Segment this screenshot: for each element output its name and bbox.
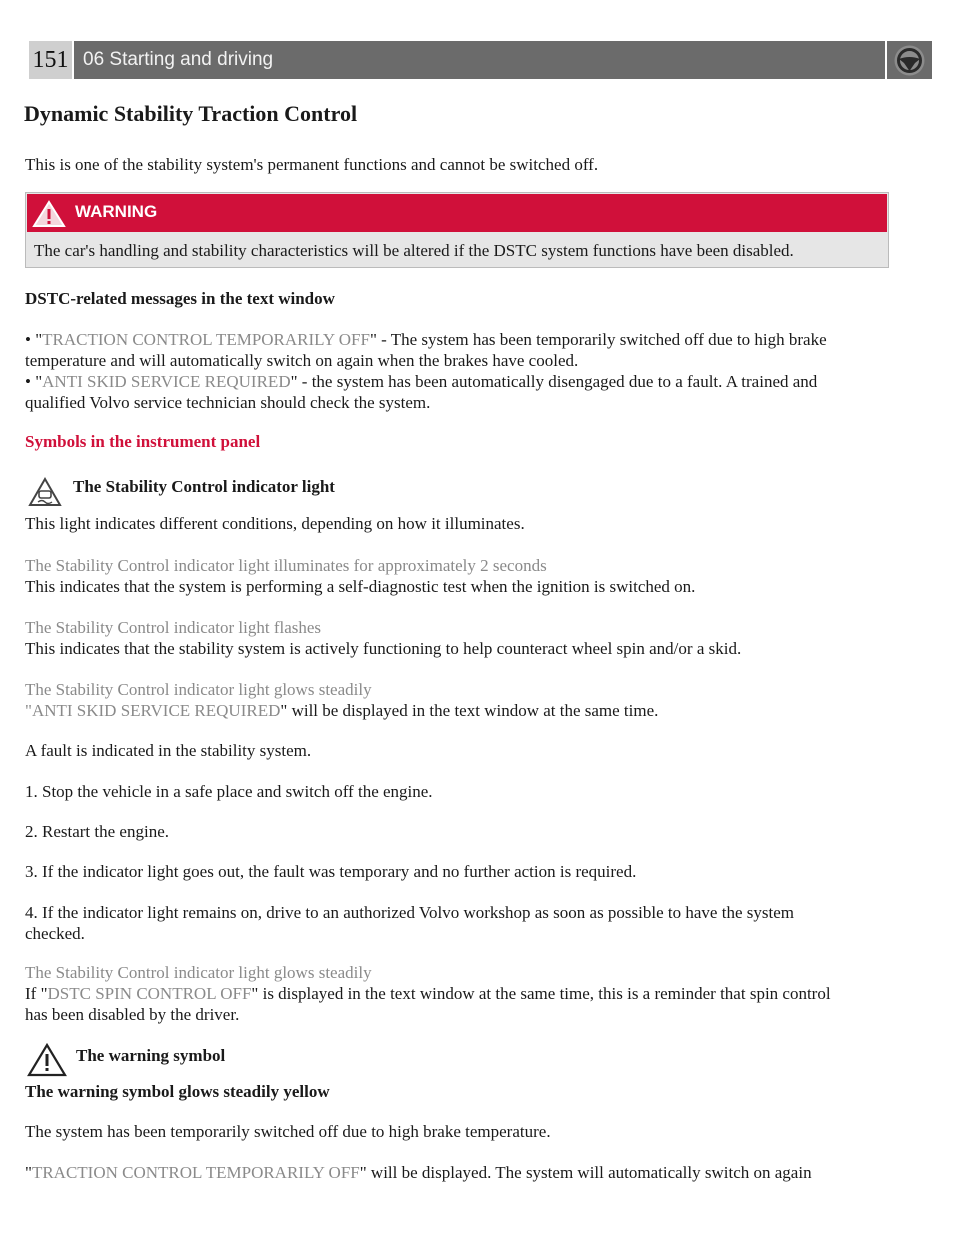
intro-text: This is one of the stability system's permanent functions and cannot be switched off. xyxy=(25,155,599,174)
step-1: 1. Stop the vehicle in a safe place and switch off the engine. xyxy=(25,782,433,801)
message-desc-cont: temperature and will automatically switch on again when the brakes have cooled. xyxy=(25,351,579,370)
case-text-pre: If " xyxy=(25,984,48,1003)
case-text-rest: " is displayed in the text window at the same time, this is a reminder that spin control xyxy=(251,984,831,1003)
case-title: The Stability Control indicator light glows steadily xyxy=(25,680,372,699)
indicator-desc: This light indicates different conditions, depending on how it illuminates. xyxy=(25,514,525,533)
message-desc-cont: qualified Volvo service technician should check the system. xyxy=(25,393,431,412)
message-code: "ANTI SKID SERVICE REQUIRED xyxy=(25,701,281,720)
warning-header xyxy=(27,194,887,232)
case-text-rest: " will be displayed in the text window at the same time. xyxy=(280,701,659,720)
case-text-cont: has been disabled by the driver. xyxy=(25,1005,240,1024)
warning-symbol-title: The warning symbol xyxy=(76,1046,226,1065)
message-code: TRACTION CONTROL TEMPORARILY OFF xyxy=(31,1163,360,1182)
warning-text: The car's handling and stability characteristics will be altered if the DSTC system functions have been disabled. xyxy=(34,241,794,260)
warning-label: WARNING xyxy=(75,202,158,221)
message-code: ANTI SKID SERVICE REQUIRED xyxy=(42,372,291,391)
message-desc: " - the system has been automatically disengaged due to a fault. A trained and xyxy=(290,372,818,391)
case-title: The Stability Control indicator light flashes xyxy=(25,618,322,637)
warning-box xyxy=(25,192,889,268)
step-4: 4. If the indicator light remains on, drive to an authorized Volvo workshop as soon as possible to have the system xyxy=(25,903,794,922)
page-title: Dynamic Stability Traction Control xyxy=(24,101,358,126)
steering-wheel-icon xyxy=(887,41,932,79)
symbols-heading: Symbols in the instrument panel xyxy=(25,432,261,451)
fault-text: A fault is indicated in the stability system. xyxy=(25,741,312,760)
list-item: • "ANTI SKID SERVICE REQUIRED" - the system has been automatically disengaged due to a fault. A trained and xyxy=(25,372,818,391)
step-2: 2. Restart the engine. xyxy=(25,822,169,841)
case-text: This indicates that the stability system is actively functioning to help counteract wheel spin and/or a skid. xyxy=(25,639,742,658)
case-text: This indicates that the system is performing a self-diagnostic test when the ignition is switched on. xyxy=(25,577,696,596)
warning-symbol-message: "TRACTION CONTROL TEMPORARILY OFF" will be displayed. The system will automatically switch on again xyxy=(25,1163,812,1182)
message-rest: " will be displayed. The system will automatically switch on again xyxy=(359,1163,812,1182)
message-code: TRACTION CONTROL TEMPORARILY OFF xyxy=(42,330,370,349)
section-title: 06 Starting and driving xyxy=(83,49,274,70)
case-title: The Stability Control indicator light glows steadily xyxy=(25,963,372,982)
warning-symbol-text: The system has been temporarily switched off due to high brake temperature. xyxy=(25,1122,551,1141)
message-code: DSTC SPIN CONTROL OFF xyxy=(47,984,252,1003)
message-desc: " - The system has been temporarily switched off due to high brake xyxy=(369,330,827,349)
warning-triangle-icon xyxy=(27,1043,67,1077)
list-item: • "TRACTION CONTROL TEMPORARILY OFF" - The system has been temporarily switched off due to high brake xyxy=(25,330,827,349)
case-text xyxy=(25,983,831,1005)
warning-triangle-icon xyxy=(32,200,66,228)
page-number: 151 xyxy=(29,41,72,79)
messages-heading: DSTC-related messages in the text window xyxy=(25,289,335,308)
warning-symbol-subheading: The warning symbol glows steadily yellow xyxy=(25,1082,330,1101)
indicator-title: The Stability Control indicator light xyxy=(73,477,335,496)
stability-control-icon xyxy=(28,477,62,507)
step-3: 3. If the indicator light goes out, the fault was temporary and no further action is required. xyxy=(25,862,637,881)
section-bar xyxy=(74,41,885,79)
page-header xyxy=(29,41,932,79)
step-4-cont: checked. xyxy=(25,924,85,943)
case-text xyxy=(25,700,658,722)
case-title: The Stability Control indicator light illuminates for approximately 2 seconds xyxy=(25,556,547,575)
